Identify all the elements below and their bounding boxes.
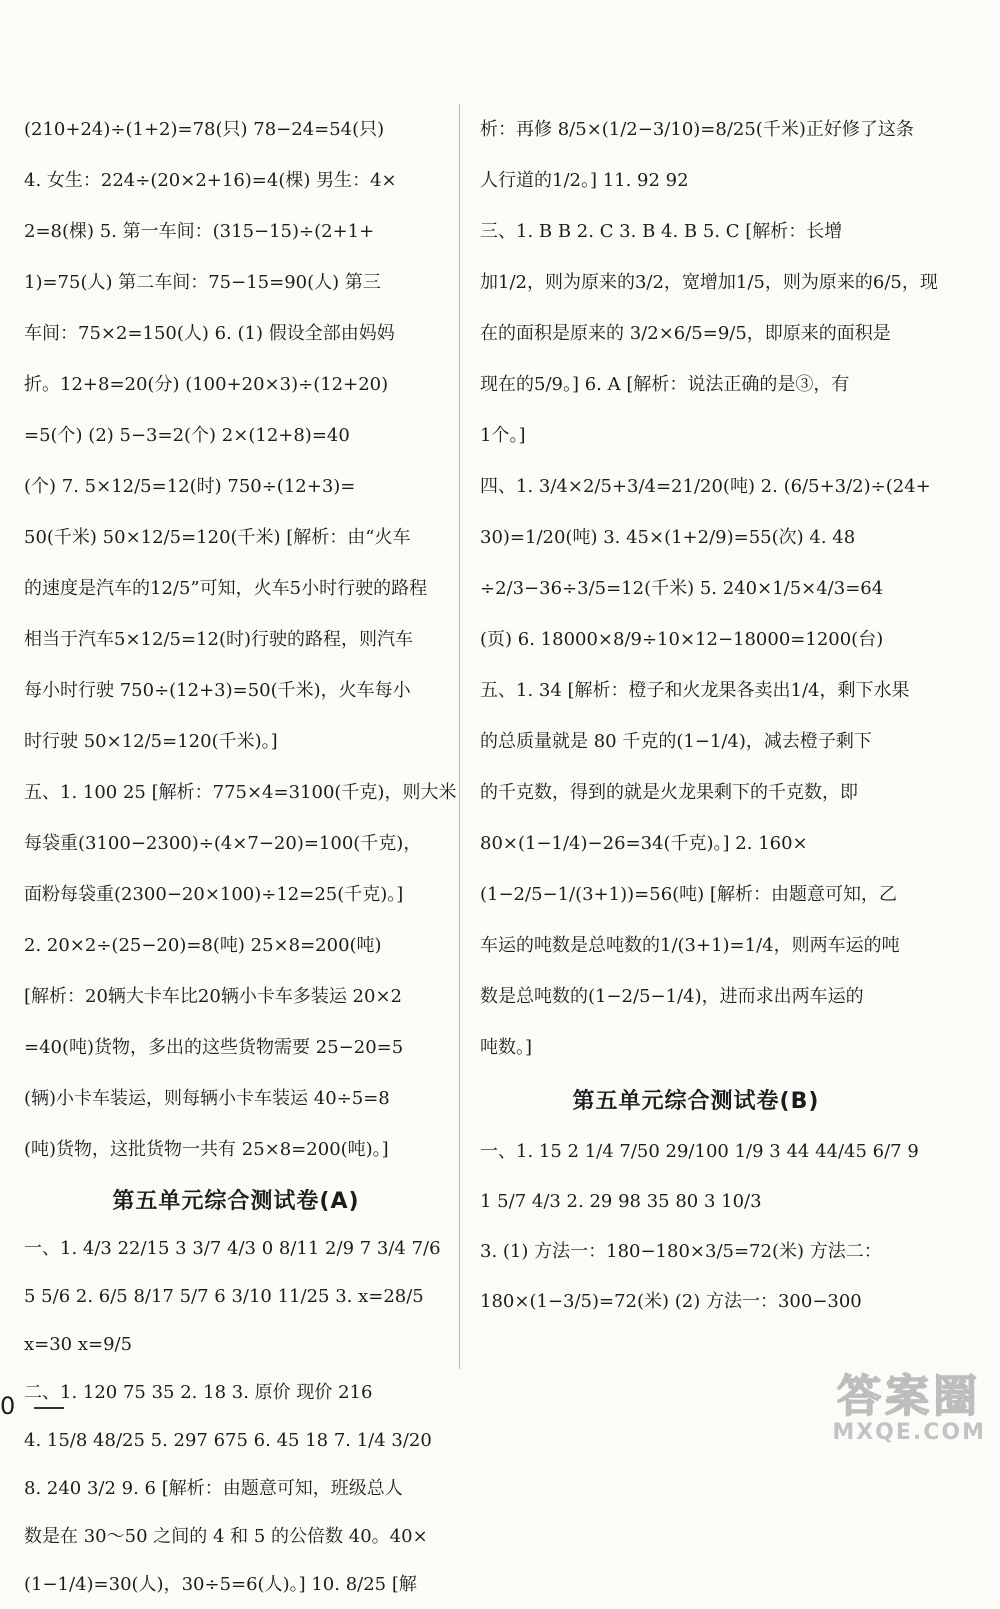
answer-line: 面粉每袋重(2300−20×100)÷12=25(千克)。] bbox=[24, 884, 404, 905]
answer-line: ÷2/3−36÷3/5=12(千米) 5. 240×1/5×4/3=64 bbox=[480, 578, 884, 599]
answer-line: 车运的吨数是总吨数的1/(3+1)=1/4，则两车运的吨 bbox=[480, 935, 900, 956]
answer-line: =40(吨)货物，多出的这些货物需要 25−20=5 bbox=[24, 1037, 404, 1058]
answer-line: 相当于汽车5×12/5=12(时)行驶的路程，则汽车 bbox=[24, 629, 413, 650]
answer-line: 人行道的1/2。] 11. 92 92 bbox=[480, 170, 689, 191]
answer-line: [解析：20辆大卡车比20辆小卡车多装运 20×2 bbox=[24, 986, 402, 1007]
answer-line: 的总质量就是 80 千克的(1−1/4)，减去橙子剩下 bbox=[480, 731, 872, 752]
right-text-block-after bbox=[480, 1127, 919, 1327]
answer-line: 一、1. 15 2 1/4 7/50 29/100 1/9 3 44 44/45 6/7 9 bbox=[480, 1141, 919, 1162]
answer-line: 在的面积是原来的 3/2×6/5=9/5，即原来的面积是 bbox=[480, 323, 891, 344]
answer-line: 二、1. 120 75 35 2. 18 3. 原价 现价 216 bbox=[24, 1382, 373, 1403]
right-column bbox=[480, 104, 938, 1327]
section-title-b: 第五单元综合测试卷(B) bbox=[572, 1089, 820, 1114]
answer-line: 现在的5/9。] 6. A [解析：说法正确的是③，有 bbox=[480, 374, 850, 395]
page-number: 0 bbox=[0, 1392, 16, 1420]
answer-line: 1)=75(人) 第二车间：75−15=90(人) 第三 bbox=[24, 272, 381, 293]
answer-line: 2. 20×2÷(25−20)=8(吨) 25×8=200(吨) bbox=[24, 935, 382, 956]
answer-line: 每袋重(3100−2300)÷(4×7−20)=100(千克)， bbox=[24, 833, 422, 854]
answer-line: 30)=1/20(吨) 3. 45×(1+2/9)=55(次) 4. 48 bbox=[480, 527, 856, 548]
answer-line: 1 5/7 4/3 2. 29 98 35 80 3 10/3 bbox=[480, 1191, 762, 1212]
answer-line: (个) 7. 5×12/5=12(时) 750÷(12+3)= bbox=[24, 476, 356, 497]
answer-line: 的千克数，得到的就是火龙果剩下的千克数，即 bbox=[480, 782, 858, 803]
answer-line: 1个。] bbox=[480, 425, 526, 446]
answer-line: 折。12+8=20(分) (100+20×3)÷(12+20) bbox=[24, 374, 389, 395]
page-number-dash bbox=[34, 1407, 64, 1409]
column-divider bbox=[459, 104, 460, 1369]
answer-line: (页) 6. 18000×8/9÷10×12−18000=1200(台) bbox=[480, 629, 884, 650]
answer-line: 五、1. 100 25 [解析：775×4=3100(千克)，则大米 bbox=[24, 782, 457, 803]
left-text-block bbox=[24, 104, 457, 1175]
answer-line: 五、1. 34 [解析：橙子和火龙果各卖出1/4，剩下水果 bbox=[480, 680, 910, 701]
answer-line: 80×(1−1/4)−26=34(千克)。] 2. 160× bbox=[480, 833, 808, 854]
answer-line: 吨数。] bbox=[480, 1037, 533, 1058]
watermark-logo bbox=[832, 1371, 986, 1445]
answer-line: (1−1/4)=30(人)，30÷5=6(人)。] 10. 8/25 [解 bbox=[24, 1574, 417, 1595]
answer-line: (辆)小卡车装运，则每辆小卡车装运 40÷5=8 bbox=[24, 1088, 390, 1109]
answer-line: 数是在 30～50 之间的 4 和 5 的公倍数 40。40× bbox=[24, 1526, 428, 1547]
answer-line: 加1/2，则为原来的3/2，宽增加1/5，则为原来的6/5，现 bbox=[480, 272, 938, 293]
answer-line: (210+24)÷(1+2)=78(只) 78−24=54(只) bbox=[24, 119, 385, 140]
watermark-url: MXQE.COM bbox=[832, 1420, 986, 1445]
answer-line: 一、1. 4/3 22/15 3 3/7 4/3 0 8/11 2/9 7 3/4 7/6 bbox=[24, 1238, 441, 1259]
answer-line: 车间：75×2=150(人) 6. (1) 假设全部由妈妈 bbox=[24, 323, 395, 344]
answer-line: 180×(1−3/5)=72(米) (2) 方法一：300−300 bbox=[480, 1291, 862, 1312]
answer-line: 每小时行驶 750÷(12+3)=50(千米)，火车每小 bbox=[24, 680, 411, 701]
answer-line: (1−2/5−1/(3+1))=56(吨) [解析：由题意可知，乙 bbox=[480, 884, 897, 905]
answer-line: 四、1. 3/4×2/5+3/4=21/20(吨) 2. (6/5+3/2)÷(24+ bbox=[480, 476, 931, 497]
answer-line: 三、1. B B 2. C 3. B 4. B 5. C [解析：长增 bbox=[480, 221, 843, 242]
answer-line: 的速度是汽车的12/5”可知，火车5小时行驶的路程 bbox=[24, 578, 428, 599]
answer-line: 50(千米) 50×12/5=120(千米) [解析：由“火车 bbox=[24, 527, 411, 548]
answer-line: =5(个) (2) 5−3=2(个) 2×(12+8)=40 bbox=[24, 425, 350, 446]
answer-line: 3. (1) 方法一：180−180×3/5=72(米) 方法二： bbox=[480, 1241, 882, 1262]
answer-line: 时行驶 50×12/5=120(千米)。] bbox=[24, 731, 278, 752]
answer-line: x=30 x=9/5 bbox=[24, 1334, 133, 1355]
left-column bbox=[24, 104, 457, 1609]
answer-line: 数是总吨数的(1−2/5−1/4)，进而求出两车运的 bbox=[480, 986, 864, 1007]
section-title-a: 第五单元综合测试卷(A) bbox=[112, 1189, 360, 1214]
answer-line: 8. 240 3/2 9. 6 [解析：由题意可知，班级总人 bbox=[24, 1478, 403, 1499]
answer-line: 2=8(棵) 5. 第一车间：(315−15)÷(2+1+ bbox=[24, 221, 375, 242]
answer-line: 析：再修 8/5×(1/2−3/10)=8/25(千米)正好修了这条 bbox=[480, 119, 914, 140]
answer-line: 4. 女生：224÷(20×2+16)=4(棵) 男生：4× bbox=[24, 170, 397, 191]
answer-line: 5 5/6 2. 6/5 8/17 5/7 6 3/10 11/25 3. x=28/5 bbox=[24, 1286, 424, 1307]
answer-line: (吨)货物，这批货物一共有 25×8=200(吨)。] bbox=[24, 1139, 389, 1160]
left-text-block-after bbox=[24, 1225, 448, 1609]
answer-line: 4. 15/8 48/25 5. 297 675 6. 45 18 7. 1/4 3/20 bbox=[24, 1430, 432, 1451]
right-text-block bbox=[480, 104, 938, 1073]
watermark-title: 答案圈 bbox=[837, 1371, 982, 1422]
